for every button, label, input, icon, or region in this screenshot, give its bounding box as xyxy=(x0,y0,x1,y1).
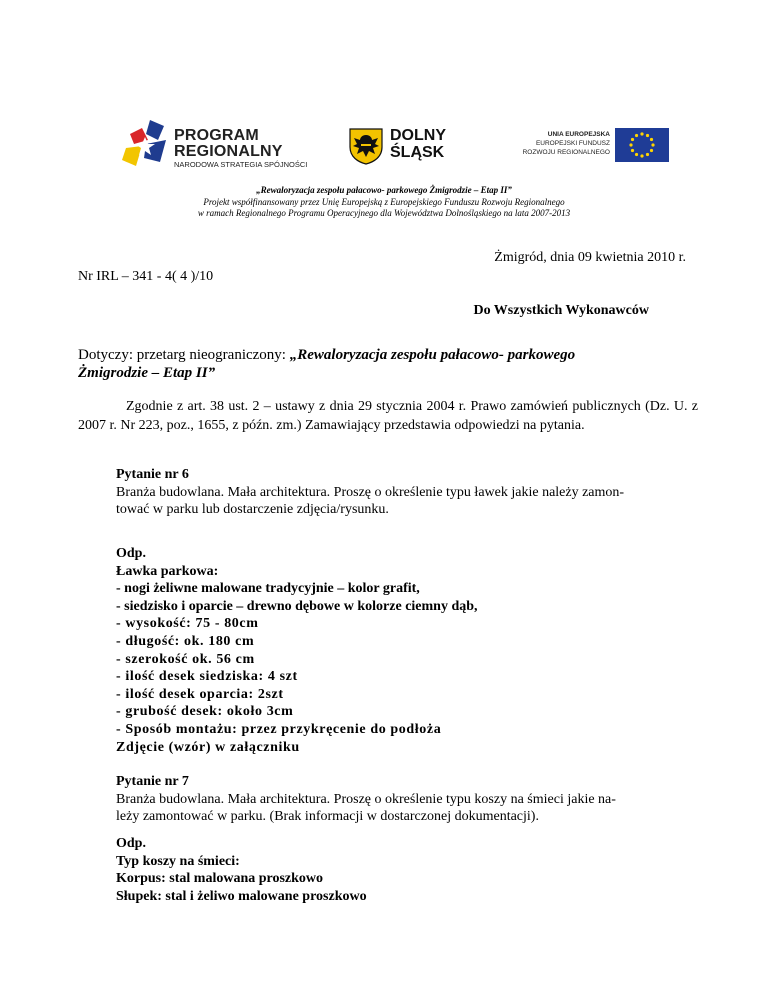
eu-logo-line-1: UNIA EUROPEJSKA xyxy=(547,131,610,138)
eu-logo-line-2: EUROPEJSKI FUNDUSZ xyxy=(535,140,610,147)
answer-6 xyxy=(116,545,698,739)
project-title: „Rewaloryzacja zespołu pałacowo- parkowego Żmigrodzie – Etap II” xyxy=(256,185,512,195)
subject-title-2: Żmigrodzie – Etap II” xyxy=(78,365,216,381)
program-logo-subtitle: NARODOWA STRATEGIA SPÓJNOŚCI xyxy=(174,160,308,169)
answer-6-item: - nogi żeliwne malowane tradycyjnie – kolor grafit, xyxy=(116,581,420,597)
eu-logo-line-3: ROZWOJU REGIONALNEGO xyxy=(522,149,610,156)
answer-6-item: - długość: ok. 180 cm xyxy=(116,633,255,649)
intro-paragraph: Zgodnie z art. 38 ust. 2 – ustawy z dnia 29 stycznia 2004 r. Prawo zamówień publicznych (Dz. U. z 2007 r. Nr 223, poz., 1655, z późn. zm.) Zamawiający przedstawia odpowiedzi na pytania. xyxy=(78,399,698,433)
answer-6-item: - ilość desek siedziska: 4 szt xyxy=(116,669,298,685)
dolny-slask-line-1: DOLNY xyxy=(390,127,446,144)
subject xyxy=(78,346,698,382)
answer-7-item: Korpus: stal malowana proszkowo xyxy=(116,871,324,887)
question-7-label: Pytanie nr 7 xyxy=(116,774,189,789)
reference-number: Nr IRL – 341 - 4( 4 )/10 xyxy=(78,269,214,284)
dolny-slask-logo xyxy=(348,125,470,165)
answer-6-label: Odp. xyxy=(116,546,146,561)
answer-7-label: Odp. xyxy=(116,836,146,851)
program-logo-title-1: PROGRAM xyxy=(174,127,259,144)
project-program: w ramach Regionalnego Programu Operacyjnego dla Województwa Dolnośląskiego na lata 2007-2013 xyxy=(197,208,571,218)
subject-title-1: „Rewaloryzacja zespołu pałacowo- parkowego xyxy=(289,347,576,363)
photo-note: Zdjęcie (wzór) w załączniku xyxy=(116,740,300,755)
question-7-text-2: leży zamontować w parku. (Brak informacji w dostarczonej dokumentacji). xyxy=(116,809,539,825)
answer-6-item: - szerokość ok. 56 cm xyxy=(116,651,255,667)
answer-6-item: - siedzisko i oparcie – drewno dębowe w kolorze ciemny dąb, xyxy=(116,598,478,614)
addressee: Do Wszystkich Wykonawców xyxy=(473,303,649,318)
project-cofinance: Projekt współfinansowany przez Unię Europejską z Europejskiego Funduszu Rozwoju Regionalnego xyxy=(203,197,565,207)
program-regionalny-logo xyxy=(120,118,320,174)
question-6 xyxy=(116,466,698,519)
program-logo-title-2: REGIONALNY xyxy=(174,143,283,160)
answer-7-heading: Typ koszy na śmieci: xyxy=(116,853,240,869)
place-date: Żmigród, dnia 09 kwietnia 2010 r. xyxy=(494,250,686,265)
dolny-slask-line-2: ŚLĄSK xyxy=(390,144,445,161)
answer-6-item: - wysokość: 75 - 80cm xyxy=(116,616,259,632)
question-6-text-1: Branża budowlana. Mała architektura. Proszę o określenie typu ławek jakie należy zamon- xyxy=(116,484,625,500)
eu-flag-icon xyxy=(615,128,669,162)
question-6-label: Pytanie nr 6 xyxy=(116,467,189,482)
eu-fund-logo xyxy=(508,128,670,164)
eagle-coat-of-arms-icon xyxy=(348,127,384,165)
question-6-text-2: tować w parku lub dostarczenie zdjęcia/rysunku. xyxy=(116,502,389,518)
answer-6-item: - ilość desek oparcia: 2szt xyxy=(116,686,284,702)
question-7 xyxy=(116,773,698,826)
answer-6-item: - grubość desek: około 3cm xyxy=(116,704,294,720)
answer-6-item: - Sposób montażu: przez przykręcenie do podłoża xyxy=(116,721,442,737)
answer-6-heading: Ławka parkowa: xyxy=(116,563,219,579)
answer-7 xyxy=(116,835,698,905)
question-7-text-1: Branża budowlana. Mała architektura. Proszę o określenie typu koszy na śmieci jakie na- xyxy=(116,791,616,807)
program-star-emblem-icon xyxy=(120,118,170,170)
answer-7-item: Słupek: stal i żeliwo malowane proszkowo xyxy=(116,888,367,904)
subject-prefix: Dotyczy: przetarg nieograniczony: xyxy=(78,347,290,363)
